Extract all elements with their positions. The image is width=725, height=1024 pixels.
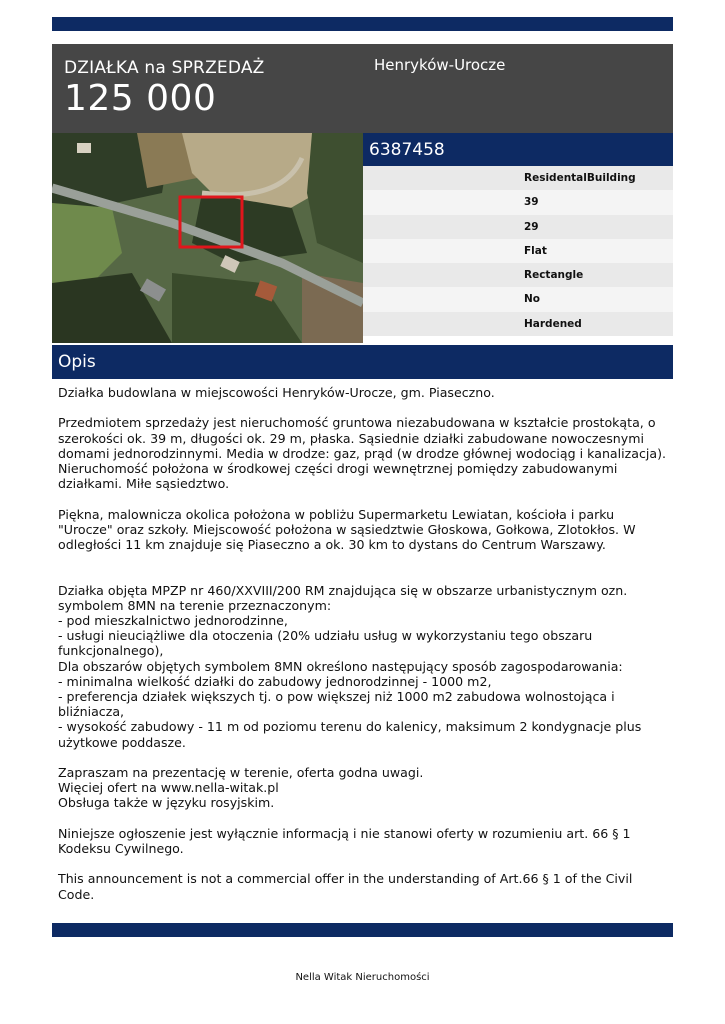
attribute-value: 29 <box>524 220 539 233</box>
bottom-decor-bar <box>52 923 673 937</box>
description-line: Więciej ofert na www.nella-witak.pl <box>58 780 279 796</box>
paragraph-gap <box>58 750 670 765</box>
paragraph-gap <box>58 856 670 871</box>
description-line: - usługi nieuciążliwe dla otoczenia (20% udziału usług w wykorzystaniu tego obszaru funkcjonalnego), <box>58 628 593 659</box>
listing-header <box>52 44 673 133</box>
description-line: Działka budowlana w miejscowości Henryków-Urocze, gm. Piaseczno. <box>58 385 495 400</box>
footer-agency: Nella Witak Nieruchomości <box>295 972 430 983</box>
description-line: Działka objęta MPZP nr 460/XXVIII/200 RM znajdująca się w obszarze urbanistycznym ozn. symbolem 8MN na terenie przeznaczonym: <box>58 582 628 613</box>
description-line: Piękna, malownicza okolica położona w pobliżu Supermarketu Lewiatan, kościoła i parku "Urocze" oraz szkoły. Miejscowość położona w sąsiedztwie Głoskowa, Gołkowa, Zlotokłos. W odległości 11 km znajduje się Piaseczno a ok. 30 km to dystans do Centrum Warszawy. <box>58 506 636 552</box>
attribute-value: ResidentalBuilding <box>524 172 636 184</box>
paragraph-gap <box>58 400 670 415</box>
attribute-value: Hardened <box>524 317 582 330</box>
description-line: - preferencja działek większych tj. o pow większej niż 1000 m2 zabudowa wolnostojąca i bliźniacza, <box>58 689 615 720</box>
description-line: Obsługa także w języku rosyjskim. <box>58 795 275 811</box>
price: 125 000 <box>64 78 217 119</box>
top-decor-bar <box>52 17 673 31</box>
attribute-value: Flat <box>524 244 547 257</box>
paragraph-gap <box>58 491 670 506</box>
description-line: - minimalna wielkość działki do zabudowy jednorodzinnej - 1000 m2, <box>58 673 492 689</box>
description-line: - pod mieszkalnictwo jednorodzinne, <box>58 612 288 628</box>
attribute-row <box>363 287 673 311</box>
attribute-row <box>363 215 673 239</box>
description-body <box>58 385 670 902</box>
paragraph-gap <box>58 567 670 582</box>
description-line: Przedmiotem sprzedaży jest nieruchomość gruntowa niezabudowana w kształcie prostokąta, o szerokości ok. 39 m, długości ok. 29 m, płaska. Sąsiednie działki zabudowane nowoczesnymi domami jednorodzinnymi. Media w drodze: gaz, prąd (w drodze głównej wodociąg i kanalizacja). Nieruchomość położona w środkowej części drogi wewnętrznej pomiędzy zabudowanymi działkami. Miłe sąsiedztwo. <box>58 415 667 492</box>
location: Henryków-Urocze <box>374 56 506 74</box>
attribute-row <box>363 263 673 287</box>
attribute-row <box>363 239 673 263</box>
listing-id: 6387458 <box>369 140 445 160</box>
paragraph-gap <box>58 811 670 826</box>
paragraph-gap <box>58 552 670 567</box>
description-line: - wysokość zabudowy - 11 m od poziomu terenu do kalenicy, maksimum 2 kondygnacje plus użytkowe poddasze. <box>58 719 642 750</box>
attribute-value: No <box>524 293 541 306</box>
attribute-row <box>363 190 673 214</box>
description-line: Niniejsze ogłoszenie jest wyłącznie informacją i nie stanowi oferty w rozumieniu art. 66 § 1 Kodeksu Cywilnego. <box>58 825 631 856</box>
description-line: This announcement is not a commercial offer in the understanding of Art.66 § 1 of the Civil Code. <box>58 871 633 902</box>
description-heading: Opis <box>58 352 96 372</box>
aerial-photo-icon <box>52 133 363 343</box>
attribute-value: 39 <box>524 196 539 209</box>
aerial-photo <box>52 133 363 343</box>
attribute-row <box>363 166 673 190</box>
description-line: Dla obszarów objętych symbolem 8MN określono następujący sposób zagospodarowania: <box>58 658 623 674</box>
offer-type: DZIAŁKA na SPRZEDAŻ <box>64 58 265 78</box>
attributes-table <box>363 166 673 336</box>
attribute-row <box>363 312 673 336</box>
attribute-value: Rectangle <box>524 269 584 282</box>
description-heading-bar <box>52 345 673 379</box>
description-line: Zapraszam na prezentację w terenie, oferta godna uwagi. <box>58 765 424 780</box>
listing-id-bar <box>363 133 673 166</box>
